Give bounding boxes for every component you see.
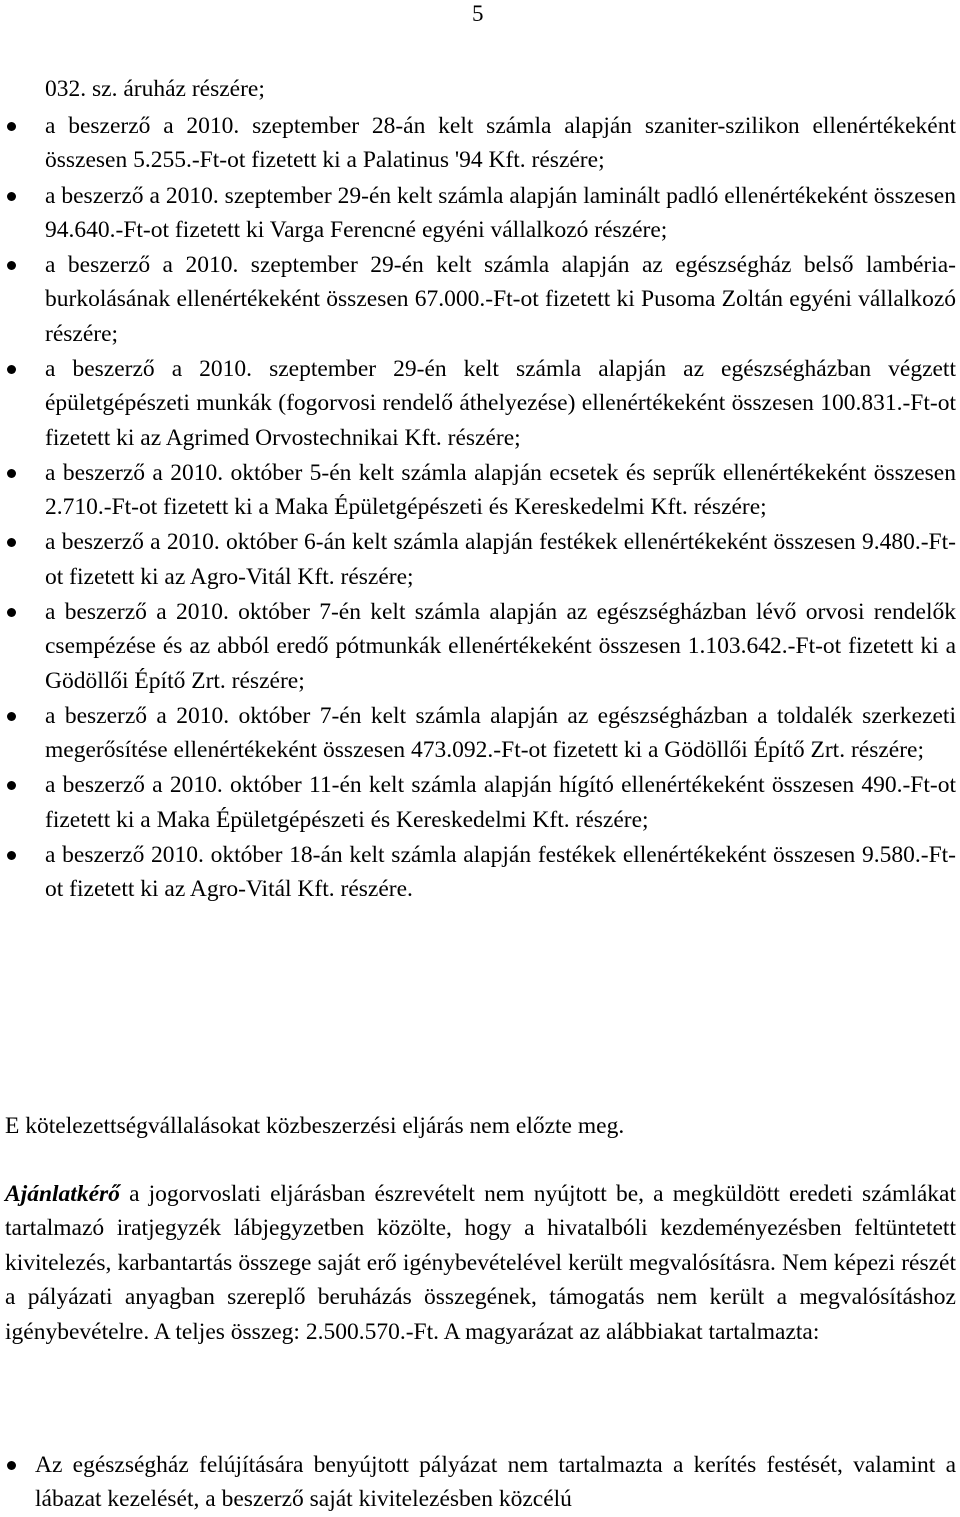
list-item-text: a beszerző 2010. október 18-án kelt számla alapján festékek ellenértékeként összesen 9.580.-Ft-ot fizetett ki az Agro-Vitál Kft. részére. — [45, 841, 956, 903]
list-item — [0, 525, 956, 594]
statement-paragraph: E kötelezettségvállalásokat közbeszerzési eljárás nem előzte meg. — [5, 1113, 625, 1139]
list-item-text: a beszerző a 2010. október 7-én kelt számla alapján az egészségházban lévő orvosi rendelők csempézése és az abból eredő pótmunkák ellenértékeként összesen 1.103.642.-Ft-ot fizetett ki a Gödöllői Építő Zrt. részére; — [45, 598, 956, 694]
bullet-icon — [7, 538, 16, 547]
bullet-icon — [7, 365, 16, 374]
list-item — [0, 699, 956, 768]
list-item — [0, 456, 956, 525]
list-item-text: a beszerző a 2010. szeptember 29-én kelt számla alapján az egészségházban végzett épületgépészeti munkák (fogorvosi rendelő áthelyezése) ellenértékeként összesen 100.831.-Ft-ot fizetett ki az Agrimed Orvostechnikai Kft. részére; — [45, 355, 956, 451]
list-item — [0, 179, 956, 248]
list-item-text: a beszerző a 2010. október 11-én kelt számla alapján hígító ellenértékeként összesen 490.-Ft-ot fizetett ki a Maka Épületgépészeti és Kereskedelmi Kft. részére; — [45, 772, 956, 833]
bullet-icon — [7, 1461, 16, 1470]
bullet-icon — [7, 469, 16, 478]
list-item-text: a beszerző a 2010. október 6-án kelt számla alapján festékek ellenértékeként összesen 9.480.-Ft-ot fizetett ki az Agro-Vitál Kft. részére; — [45, 529, 956, 590]
list-item-text: a beszerző a 2010. október 7-én kelt számla alapján az egészségházban a toldalék szerkezeti megerősítése ellenértékeként összesen 473.092.-Ft-ot fizetett ki a Gödöllői Építő Zrt. részére; — [45, 702, 956, 764]
explanation-paragraph — [5, 1177, 956, 1349]
list-item-text: a beszerző a 2010. október 5-én kelt számla alapján ecsetek és seprűk ellenértékeként összesen 2.710.-Ft-ot fizetett ki a Maka Épületgépészeti és Kereskedelmi Kft. részére; — [45, 459, 956, 521]
bullet-icon — [7, 712, 16, 721]
list-item-text: a beszerző a 2010. szeptember 29-én kelt számla alapján laminált padló ellenértékeként összesen 94.640.-Ft-ot fizetett ki Varga Ferencné egyéni vállalkozó részére; — [45, 182, 956, 243]
payment-list — [0, 109, 956, 907]
list-item — [0, 1448, 956, 1517]
list-item-text: Az egészségház felújítására benyújtott pályázat nem tartalmazta a kerítés festését, valamint a lábazat kezelését, a beszerző saját kivitelezésben közcélú — [35, 1452, 956, 1513]
bullet-icon — [7, 851, 16, 860]
bullet-icon — [7, 122, 16, 131]
page-number: 5 — [472, 1, 484, 26]
paragraph-body: a jogorvoslati eljárásban észrevételt nem nyújtott be, a megküldött eredeti számlákat tartalmazó iratjegyzék lábjegyzetben közölte, hogy a hivatalbóli kezdeményezésben feltüntetett kivitelezés, karbantartás összege saját erő igénybevételével került megvalósításra. Nem képezi részét a pályázati anyagban szereplő beruházás összegének, támogatás nem került a megvalósításhoz igénybevételre. A teljes összeg: 2.500.570.-Ft. A magyarázat az alábbiakat tartalmazta: — [5, 1181, 956, 1345]
bullet-icon — [7, 192, 16, 201]
explanation-list — [0, 1448, 956, 1517]
list-item — [0, 352, 956, 455]
bullet-icon — [7, 781, 16, 790]
list-item — [0, 768, 956, 837]
bullet-icon — [7, 608, 16, 617]
list-item — [0, 109, 956, 178]
list-item — [0, 595, 956, 698]
bullet-icon — [7, 261, 16, 270]
section-heading: 032. sz. áruház részére; — [45, 76, 265, 102]
list-item — [0, 838, 956, 907]
list-item-text: a beszerző a 2010. szeptember 29-én kelt számla alapján az egészségház belső lambéria-burkolásának ellenértékeként összesen 67.000.-Ft-ot fizetett ki Pusoma Zoltán egyéni vállalkozó részére; — [45, 252, 956, 347]
list-item-text: a beszerző a 2010. szeptember 28-án kelt számla alapján szaniter-szilikon ellenértékeként összesen 5.255.-Ft-ot fizetett ki a Palatinus '94 Kft. részére; — [45, 113, 956, 174]
paragraph-lead: Ajánlatkérő — [5, 1181, 120, 1207]
list-item — [0, 248, 956, 351]
